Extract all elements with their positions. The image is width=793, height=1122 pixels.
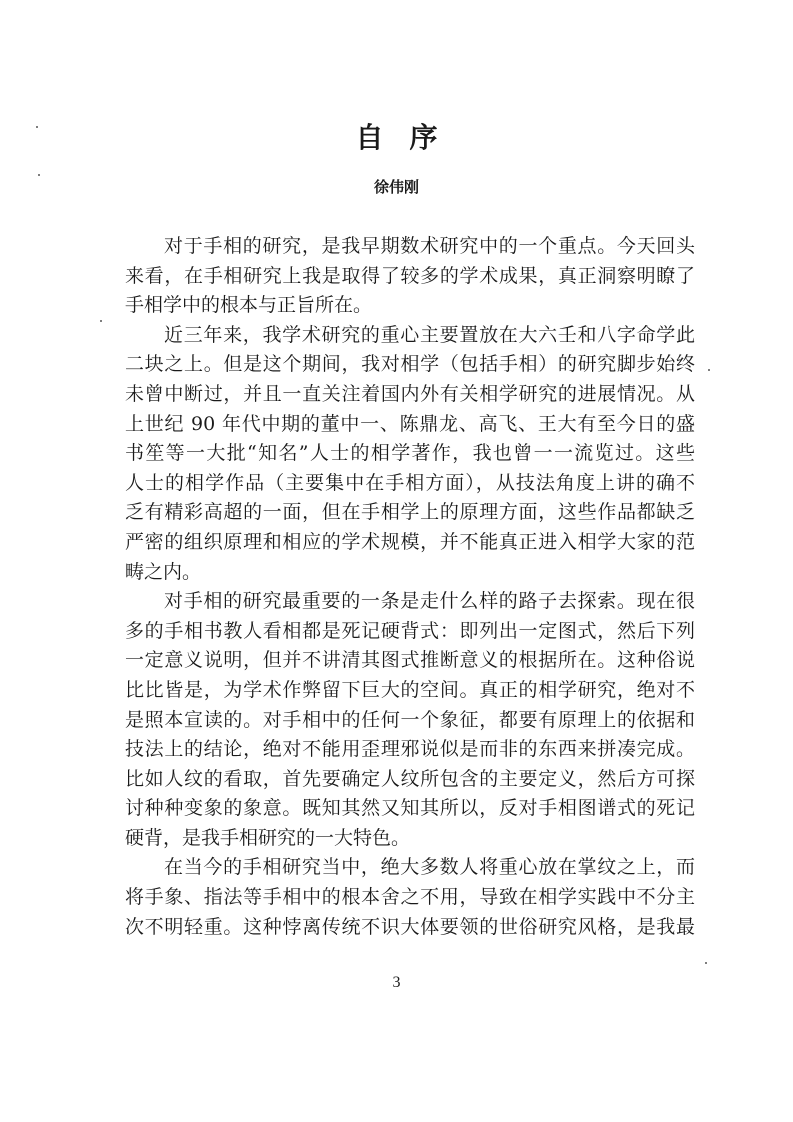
text-line: 对于手相的研究，是我早期数术研究中的一个重点。今天回头 [164, 235, 695, 257]
paragraph [125, 587, 695, 853]
text-line: 严密的组织原理和相应的学术规模，并不能真正进入相学大家的范 [125, 530, 695, 553]
scan-speck [705, 962, 707, 964]
text-line: 讨种种变象的象意。既知其然又知其所以，反对手相图谱式的死记 [125, 797, 695, 820]
text-line: 是照本宣读的。对手相中的任何一个象征，都要有原理上的依据和 [125, 708, 695, 731]
text-line: 多的手相书教人看相都是死记硬背式：即列出一定图式，然后下列 [125, 619, 695, 642]
scan-speck [708, 369, 710, 371]
text-line: 二块之上。但是这个期间，我对相学（包括手相）的研究脚步始终 [125, 353, 695, 376]
text-line: 一定意义说明，但并不讲清其图式推断意义的根据所在。这种俗说 [125, 649, 695, 672]
scan-speck [36, 126, 38, 128]
text-line: 比如人纹的看取，首先要确定人纹所包含的主要定义，然后方可探 [125, 767, 695, 790]
text-line: 人士的相学作品（主要集中在手相方面），从技法角度上讲的确不 [125, 471, 695, 494]
text-line: 未曾中断过，并且一直关注着国内外有关相学研究的进展情况。从 [125, 382, 695, 405]
text-line: 来看，在手相研究上我是取得了较多的学术成果，真正洞察明瞭了 [125, 264, 695, 287]
author-name: 徐伟刚 [373, 178, 419, 196]
text-line: 技法上的结论，绝对不能用歪理邪说似是而非的东西来拼凑完成。 [125, 738, 695, 761]
text-line: 上世纪 90 年代中期的董中一、陈鼎龙、高飞、王大有至今日的盛 [125, 412, 695, 435]
text-line: 对手相的研究最重要的一条是走什么样的路子去探索。现在很 [164, 590, 695, 613]
text-line: 近三年来，我学术研究的重心主要置放在大六壬和八字命学此 [164, 323, 695, 346]
paragraph [125, 853, 695, 942]
paragraph [125, 232, 695, 321]
text-line: 手相学中的根本与正旨所在。 [125, 294, 373, 317]
text-line: 畴之内。 [125, 560, 202, 583]
text-line: 在当今的手相研究当中，绝大多数人将重心放在掌纹之上，而 [164, 856, 695, 879]
page-title: 自序 [355, 121, 464, 154]
text-line: 硬背，是我手相研究的一大特色。 [125, 826, 411, 849]
scan-speck [38, 174, 40, 176]
page-number: 3 [392, 974, 401, 991]
paragraph [125, 321, 695, 587]
text-line: 次不明轻重。这种悖离传统不识大体要领的世俗研究风格，是我最 [125, 915, 695, 938]
text-line: 比比皆是，为学术作弊留下巨大的空间。真正的相学研究，绝对不 [125, 678, 695, 701]
text-line: 将手象、指法等手相中的根本舍之不用，导致在相学实践中不分主 [125, 886, 695, 909]
scan-speck [100, 320, 102, 322]
preface-body [125, 232, 695, 942]
text-line: 乏有精彩高超的一面，但在手相学上的原理方面，这些作品都缺乏 [125, 501, 695, 524]
text-line: 书笙等一大批“知名”人士的相学著作，我也曾一一流览过。这些 [125, 442, 695, 465]
